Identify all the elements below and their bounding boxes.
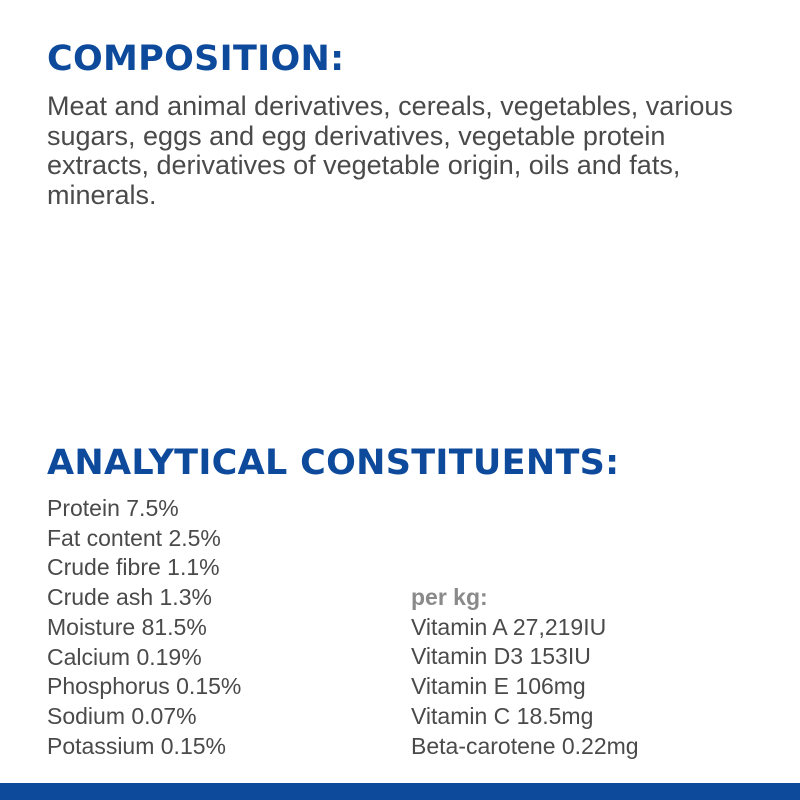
list-item: Vitamin E 106mg — [411, 673, 586, 700]
list-item: Crude ash 1.3% — [47, 584, 212, 611]
list-item: Protein 7.5% — [47, 495, 179, 521]
list-item: Potassium 0.15% — [47, 732, 226, 759]
bottom-bar — [0, 783, 800, 800]
analytical-constituents-list — [47, 494, 241, 761]
analytical-constituents-heading: ANALYTICAL CONSTITUENTS: — [47, 443, 620, 483]
list-item: Moisture 81.5% — [47, 613, 207, 640]
list-item: Vitamin A 27,219IU — [411, 613, 607, 640]
composition-text: Meat and animal derivatives, cereals, vegetables, various sugars, eggs and egg derivatives, vegetable protein extracts, derivatives of vegetable origin, oils and fats, minerals. — [47, 91, 733, 210]
per-kg-list — [411, 583, 639, 761]
list-item: Beta-carotene 0.22mg — [411, 732, 639, 759]
composition-heading: COMPOSITION: — [47, 39, 345, 79]
list-item: Fat content 2.5% — [47, 524, 221, 551]
list-item: Calcium 0.19% — [47, 643, 202, 670]
list-item: Phosphorus 0.15% — [47, 673, 242, 700]
per-kg-label: per kg: — [411, 584, 488, 610]
list-item: Vitamin D3 153IU — [411, 643, 591, 670]
list-item: Vitamin C 18.5mg — [411, 702, 594, 729]
list-item: Sodium 0.07% — [47, 702, 197, 729]
list-item: Crude fibre 1.1% — [47, 554, 220, 581]
